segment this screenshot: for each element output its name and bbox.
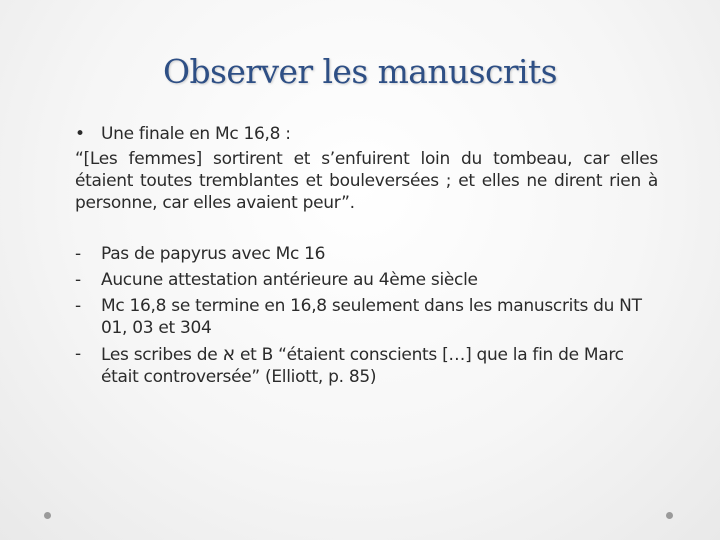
list-item-text [101, 343, 658, 388]
list-item [75, 269, 658, 291]
dash-icon: - [75, 344, 81, 364]
dash-icon: - [75, 296, 81, 316]
slide-title: Observer les manuscrits [163, 52, 557, 91]
list-item-text: Mc 16,8 se termine en 16,8 seulement dans les manuscrits du NT 01, 03 et 304 [101, 296, 642, 338]
list-item-text: Pas de papyrus avec Mc 16 [101, 244, 326, 264]
aleph-glyph: א [222, 343, 235, 365]
bullet-text: Une finale en Mc 16,8 : [101, 124, 291, 144]
bullet-icon: • [75, 124, 85, 144]
list-item [75, 243, 658, 265]
dash-icon: - [75, 244, 81, 264]
corner-dot-left [44, 512, 51, 519]
scribes-text-before: Les scribes de [101, 345, 223, 365]
slide-body [75, 123, 658, 392]
scripture-quote: “[Les femmes] sortirent et s’enfuirent loin du tombeau, car elles étaient toutes tremblantes et bouleversées ; et elles ne dirent rien à personne, car elles avaient peur”. [75, 149, 658, 213]
list-item [75, 295, 658, 339]
list-item-text: Aucune attestation antérieure au 4ème siècle [101, 270, 478, 290]
dash-icon: - [75, 270, 81, 290]
corner-dot-right [666, 512, 673, 519]
list-item [75, 343, 658, 388]
bullet-item [75, 123, 658, 145]
scribes-text-after: et B “étaient conscients […] que la fin de Marc était controversée” (Elliott, p. 85) [101, 345, 624, 387]
dash-list [75, 243, 658, 388]
